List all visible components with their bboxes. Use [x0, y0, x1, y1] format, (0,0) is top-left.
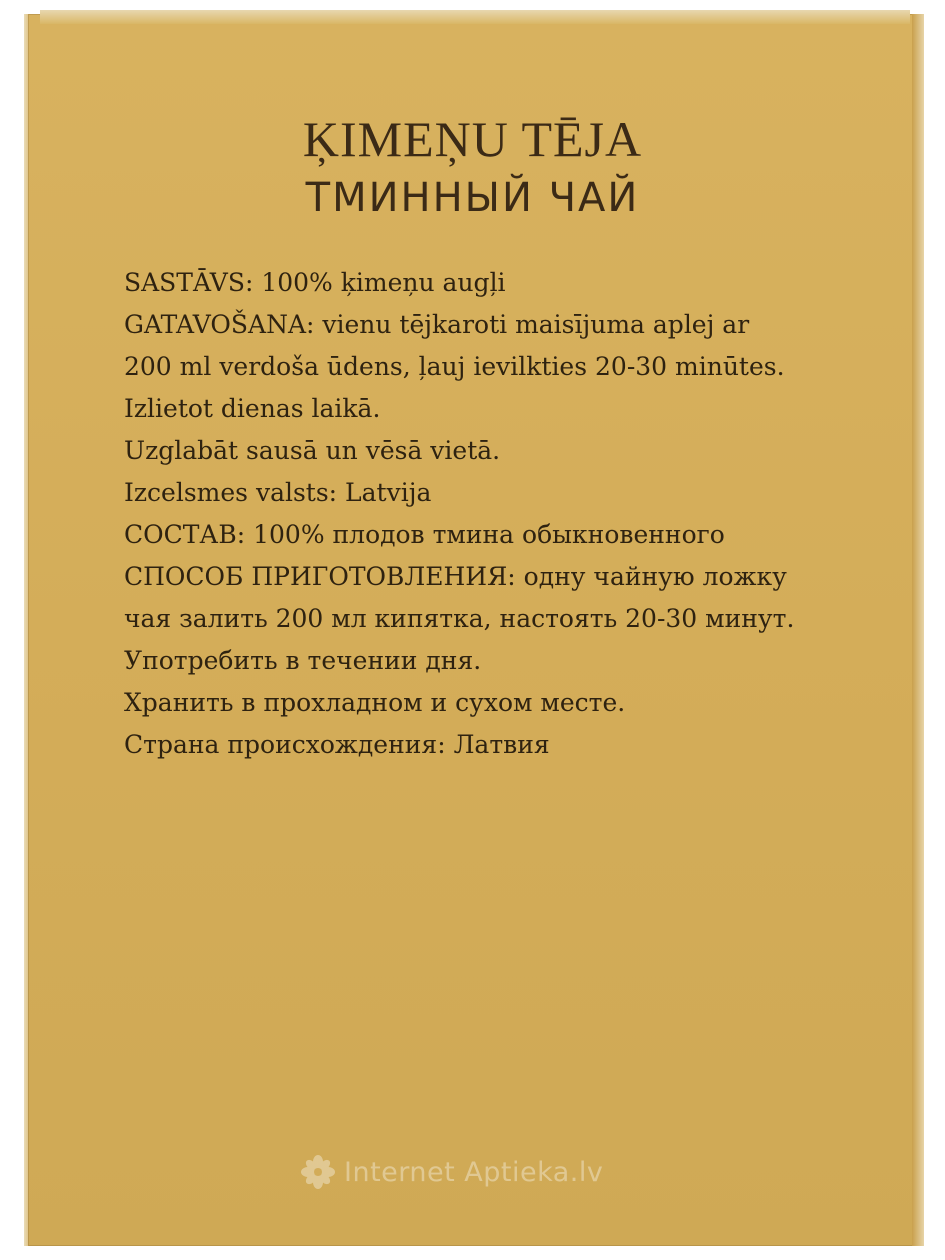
lv-preparation-line-1: GATAVOŠANA: vienu tējkaroti maisījuma aplej ar — [124, 310, 750, 339]
box-top-edge — [40, 10, 910, 24]
ru-storage: Хранить в прохладном и сухом месте. — [124, 688, 626, 717]
product-title-russian: ТМИННЫЙ ЧАЙ — [305, 175, 640, 221]
product-title-latvian: ĶIMEŅU TĒJA — [302, 111, 643, 167]
lv-preparation-line-2: 200 ml verdoša ūdens, ļauj ievilkties 20-30 minūtes. — [124, 352, 785, 381]
lv-origin: Izcelsmes valsts: Latvija — [124, 478, 432, 507]
ru-usage: Употребить в течении дня. — [124, 646, 482, 675]
lv-storage: Uzglabāt sausā un vēsā vietā. — [124, 436, 501, 465]
lv-composition: SASTĀVS: 100% ķimeņu augļi — [124, 268, 506, 297]
watermark — [300, 1152, 660, 1192]
watermark-text: Internet Aptieka.lv — [344, 1156, 604, 1188]
ru-preparation-line-2: чая залить 200 мл кипятка, настоять 20-30 минут. — [124, 604, 795, 633]
ru-composition: СОСТАВ: 100% плодов тмина обыкновенного — [124, 520, 725, 549]
lv-usage: Izlietot dienas laikā. — [124, 394, 381, 423]
product-description — [124, 262, 914, 766]
flower-icon — [300, 1154, 336, 1190]
ru-preparation-line-1: СПОСОБ ПРИГОТОВЛЕНИЯ: одну чайную ложку — [124, 562, 787, 591]
ru-origin: Страна происхождения: Латвия — [124, 730, 550, 759]
